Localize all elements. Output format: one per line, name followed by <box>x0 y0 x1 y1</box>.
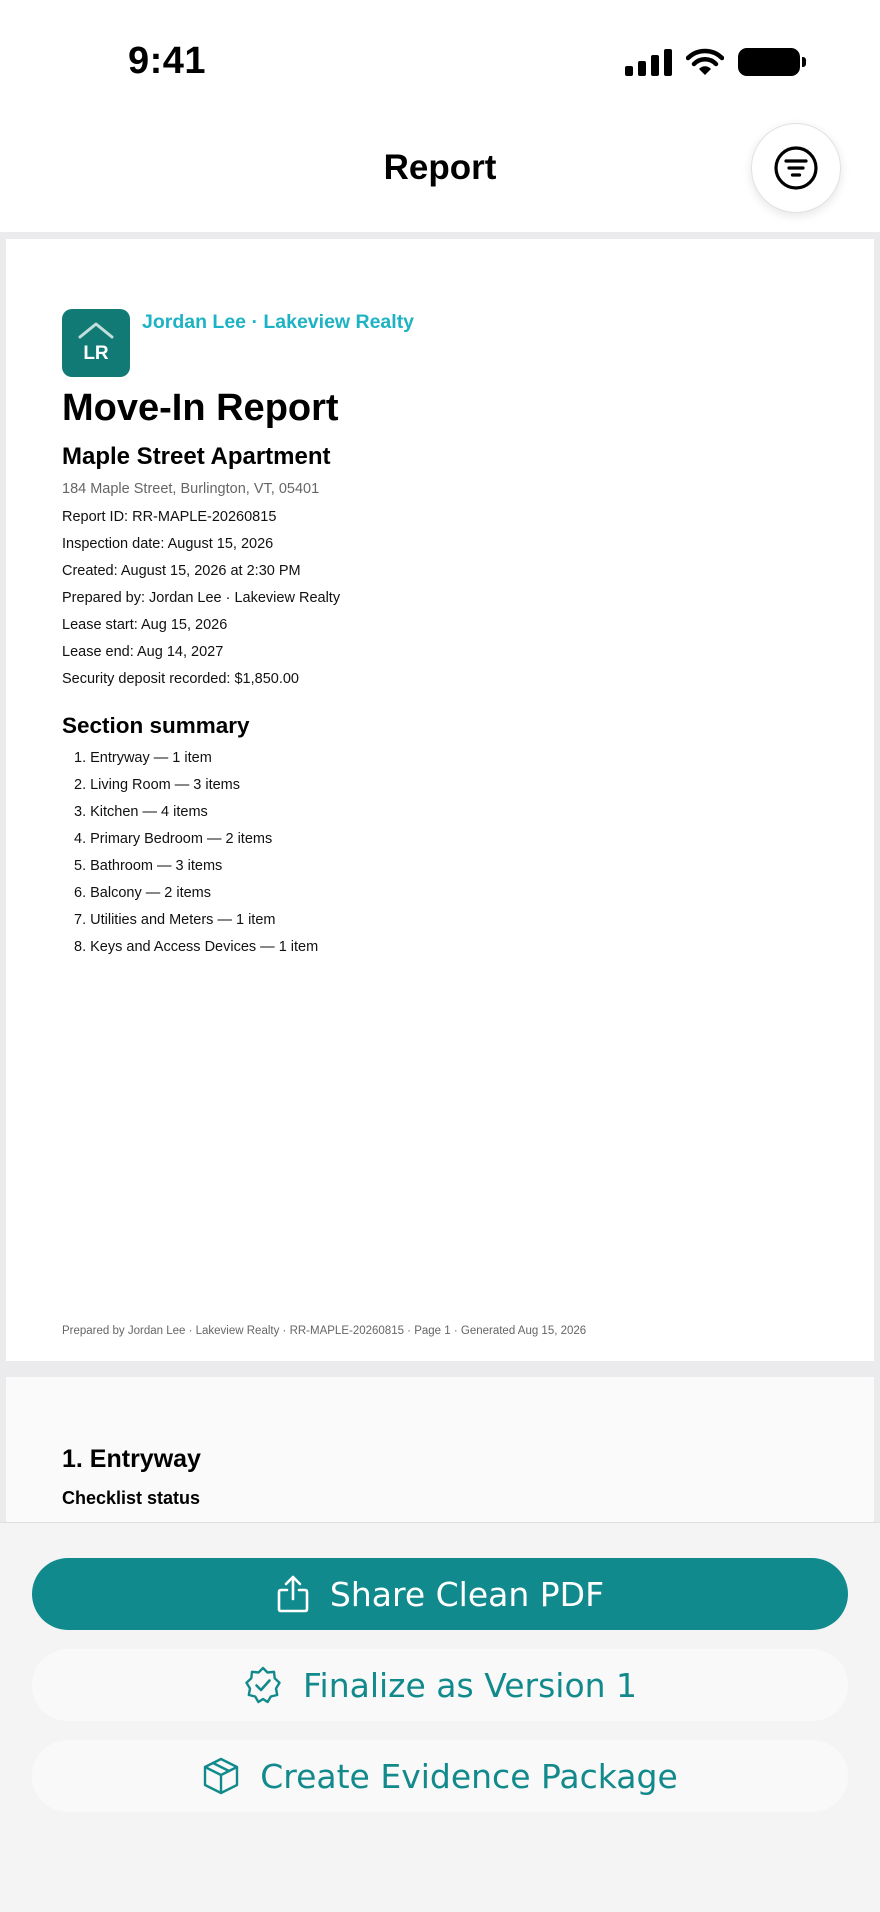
section-summary-heading: Section summary <box>62 713 250 738</box>
property-name: Maple Street Apartment <box>62 443 331 470</box>
checklist-status-heading: Checklist status <box>62 1488 201 1508</box>
summary-item: 4. Primary Bedroom — 2 items <box>74 831 273 847</box>
filter-menu-icon <box>773 145 819 191</box>
summary-item: 5. Bathroom — 3 items <box>74 858 223 874</box>
meta-prepared-by: Prepared by: Jordan Lee · Lakeview Realty <box>62 590 341 606</box>
wifi-icon <box>686 48 724 76</box>
evidence-button-label: Create Evidence Package <box>260 1756 678 1796</box>
finalize-button-label: Finalize as Version 1 <box>302 1665 638 1705</box>
package-box-icon <box>202 1756 240 1796</box>
meta-created: Created: August 15, 2026 at 2:30 PM <box>62 563 301 579</box>
property-address: 184 Maple Street, Burlington, VT, 05401 <box>62 481 320 497</box>
agency-logo <box>62 309 130 377</box>
nav-bar <box>0 120 880 232</box>
share-clean-pdf-button[interactable] <box>32 1558 848 1630</box>
summary-item: 2. Living Room — 3 items <box>74 777 241 793</box>
cellular-signal-icon <box>625 48 672 76</box>
share-button-label: Share Clean PDF <box>329 1574 605 1614</box>
house-roof-icon <box>78 321 114 339</box>
page-footer: Prepared by Jordan Lee · Lakeview Realty · RR-MAPLE-20260815 · Page 1 · Generated Aug 15, 2026 <box>62 1325 587 1337</box>
meta-lease-start: Lease start: Aug 15, 2026 <box>62 617 228 633</box>
summary-item: 8. Keys and Access Devices — 1 item <box>74 939 319 955</box>
verified-badge-icon <box>243 1665 283 1705</box>
battery-icon <box>738 48 800 76</box>
meta-report-id: Report ID: RR-MAPLE-20260815 <box>62 509 277 525</box>
filter-menu-button[interactable] <box>751 123 841 213</box>
summary-item: 6. Balcony — 2 items <box>74 885 211 901</box>
logo-initials: LR <box>83 343 109 364</box>
nav-title: Report <box>383 148 497 187</box>
section-summary-list <box>74 749 318 965</box>
summary-item: 1. Entryway — 1 item <box>74 750 212 766</box>
create-evidence-package-button[interactable] <box>32 1740 848 1812</box>
meta-lease-end: Lease end: Aug 14, 2027 <box>62 644 224 660</box>
status-icons <box>625 48 800 76</box>
report-meta-list <box>62 508 340 697</box>
report-title: Move-In Report <box>62 387 339 429</box>
report-preview[interactable] <box>0 232 880 1522</box>
status-bar <box>0 0 880 120</box>
agent-name: Jordan Lee · Lakeview Realty <box>142 311 415 333</box>
summary-item: 3. Kitchen — 4 items <box>74 804 208 820</box>
meta-inspection-date: Inspection date: August 15, 2026 <box>62 536 274 552</box>
share-icon <box>276 1574 310 1614</box>
report-page-2 <box>6 1377 874 1522</box>
finalize-version-button[interactable] <box>32 1649 848 1721</box>
section-heading-entryway: 1. Entryway <box>62 1445 201 1473</box>
meta-security-deposit: Security deposit recorded: $1,850.00 <box>62 671 299 687</box>
action-panel <box>0 1522 880 1912</box>
summary-item: 7. Utilities and Meters — 1 item <box>74 912 276 928</box>
report-page-1 <box>6 239 874 1361</box>
status-time: 9:41 <box>128 40 207 82</box>
